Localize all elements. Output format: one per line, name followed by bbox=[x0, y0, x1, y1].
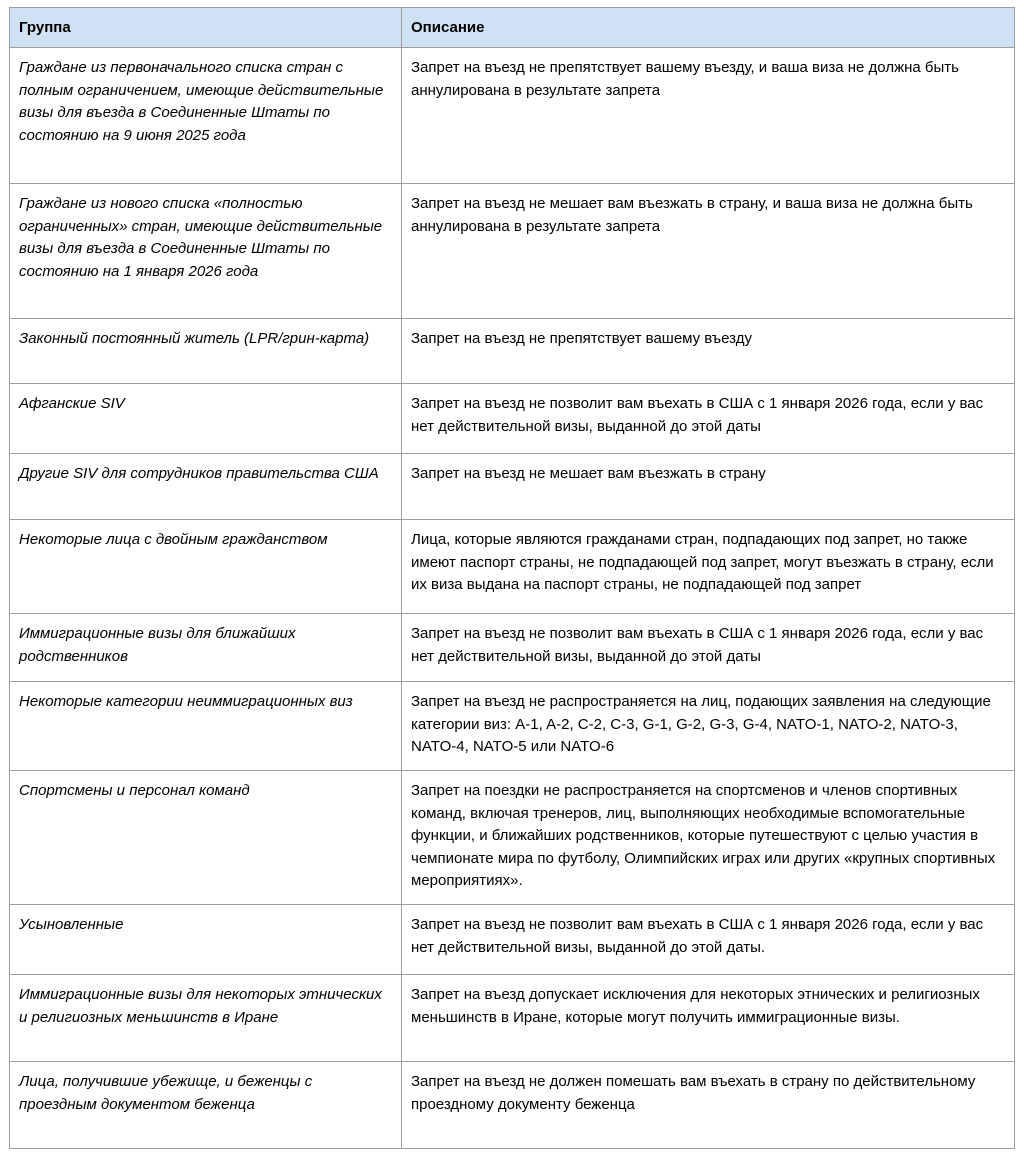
row-group-cell: Граждане из первоначального списка стран с полным ограничением, имеющие действительные визы для въезда в Соединенные Штаты по состоянию на 9 июня 2025 года bbox=[10, 48, 402, 184]
row-group-cell: Афганские SIV bbox=[10, 384, 402, 454]
row-group-cell: Законный постоянный житель (LPR/грин-карта) bbox=[10, 319, 402, 384]
row-group-cell: Некоторые категории неиммиграционных виз bbox=[10, 682, 402, 771]
row-group-cell: Иммиграционные визы для некоторых этнических и религиозных меньшинств в Иране bbox=[10, 975, 402, 1062]
table-row bbox=[10, 905, 1015, 975]
row-description-cell: Запрет на въезд не позволит вам въехать в США с 1 января 2026 года, если у вас нет действительной визы, выданной до этой даты bbox=[402, 614, 1015, 682]
row-description-cell: Запрет на въезд не мешает вам въезжать в страну bbox=[402, 454, 1015, 520]
row-description-cell: Лица, которые являются гражданами стран, подпадающих под запрет, но также имеют паспорт страны, не подпадающей под запрет, могут въезжать в страну, если их виза выдана на паспорт страны, не подпадающей под запрет bbox=[402, 520, 1015, 614]
row-group-cell: Другие SIV для сотрудников правительства США bbox=[10, 454, 402, 520]
row-description-cell: Запрет на въезд не должен помешать вам въехать в страну по действительному проездному документу беженца bbox=[402, 1062, 1015, 1149]
row-description-cell: Запрет на въезд допускает исключения для некоторых этнических и религиозных меньшинств в Иране, которые могут получить иммиграционные визы. bbox=[402, 975, 1015, 1062]
row-group-cell: Лица, получившие убежище, и беженцы с проездным документом беженца bbox=[10, 1062, 402, 1149]
header-description: Описание bbox=[402, 8, 1015, 48]
row-group-cell: Граждане из нового списка «полностью ограниченных» стран, имеющие действительные визы для въезда в Соединенные Штаты по состоянию на 1 января 2026 года bbox=[10, 184, 402, 319]
exemptions-table bbox=[9, 7, 1015, 1149]
row-description-cell: Запрет на въезд не препятствует вашему въезду, и ваша виза не должна быть аннулирована в результате запрета bbox=[402, 48, 1015, 184]
row-description-cell: Запрет на въезд не распространяется на лиц, подающих заявления на следующие категории виз: A-1, A-2, C-2, C-3, G-1, G-2, G-3, G-4, NATO-1, NATO-2, NATO-3, NATO-4, NATO-5 или NATO-6 bbox=[402, 682, 1015, 771]
row-group-cell: Усыновленные bbox=[10, 905, 402, 975]
table-row bbox=[10, 454, 1015, 520]
row-description-cell: Запрет на поездки не распространяется на спортсменов и членов спортивных команд, включая тренеров, лиц, выполняющих необходимые вспомогательные функции, и ближайших родственников, которые путешествуют с целью участия в чемпионате мира по футболу, Олимпийских играх или других «крупных спортивных мероприятиях». bbox=[402, 771, 1015, 905]
table-row bbox=[10, 1062, 1015, 1149]
row-group-cell: Спортсмены и персонал команд bbox=[10, 771, 402, 905]
row-group-cell: Некоторые лица с двойным гражданством bbox=[10, 520, 402, 614]
table-row bbox=[10, 384, 1015, 454]
exemptions-table-container bbox=[9, 7, 1014, 1149]
table-row bbox=[10, 520, 1015, 614]
table-row bbox=[10, 614, 1015, 682]
table-row bbox=[10, 682, 1015, 771]
table-row bbox=[10, 771, 1015, 905]
row-description-cell: Запрет на въезд не позволит вам въехать в США с 1 января 2026 года, если у вас нет действительной визы, выданной до этой даты bbox=[402, 384, 1015, 454]
row-group-cell: Иммиграционные визы для ближайших родственников bbox=[10, 614, 402, 682]
table-header-row bbox=[10, 8, 1015, 48]
table-row bbox=[10, 48, 1015, 184]
table-row bbox=[10, 184, 1015, 319]
row-description-cell: Запрет на въезд не препятствует вашему въезду bbox=[402, 319, 1015, 384]
row-description-cell: Запрет на въезд не мешает вам въезжать в страну, и ваша виза не должна быть аннулирована в результате запрета bbox=[402, 184, 1015, 319]
row-description-cell: Запрет на въезд не позволит вам въехать в США с 1 января 2026 года, если у вас нет действительной визы, выданной до этой даты. bbox=[402, 905, 1015, 975]
table-row bbox=[10, 319, 1015, 384]
table-row bbox=[10, 975, 1015, 1062]
header-group: Группа bbox=[10, 8, 402, 48]
